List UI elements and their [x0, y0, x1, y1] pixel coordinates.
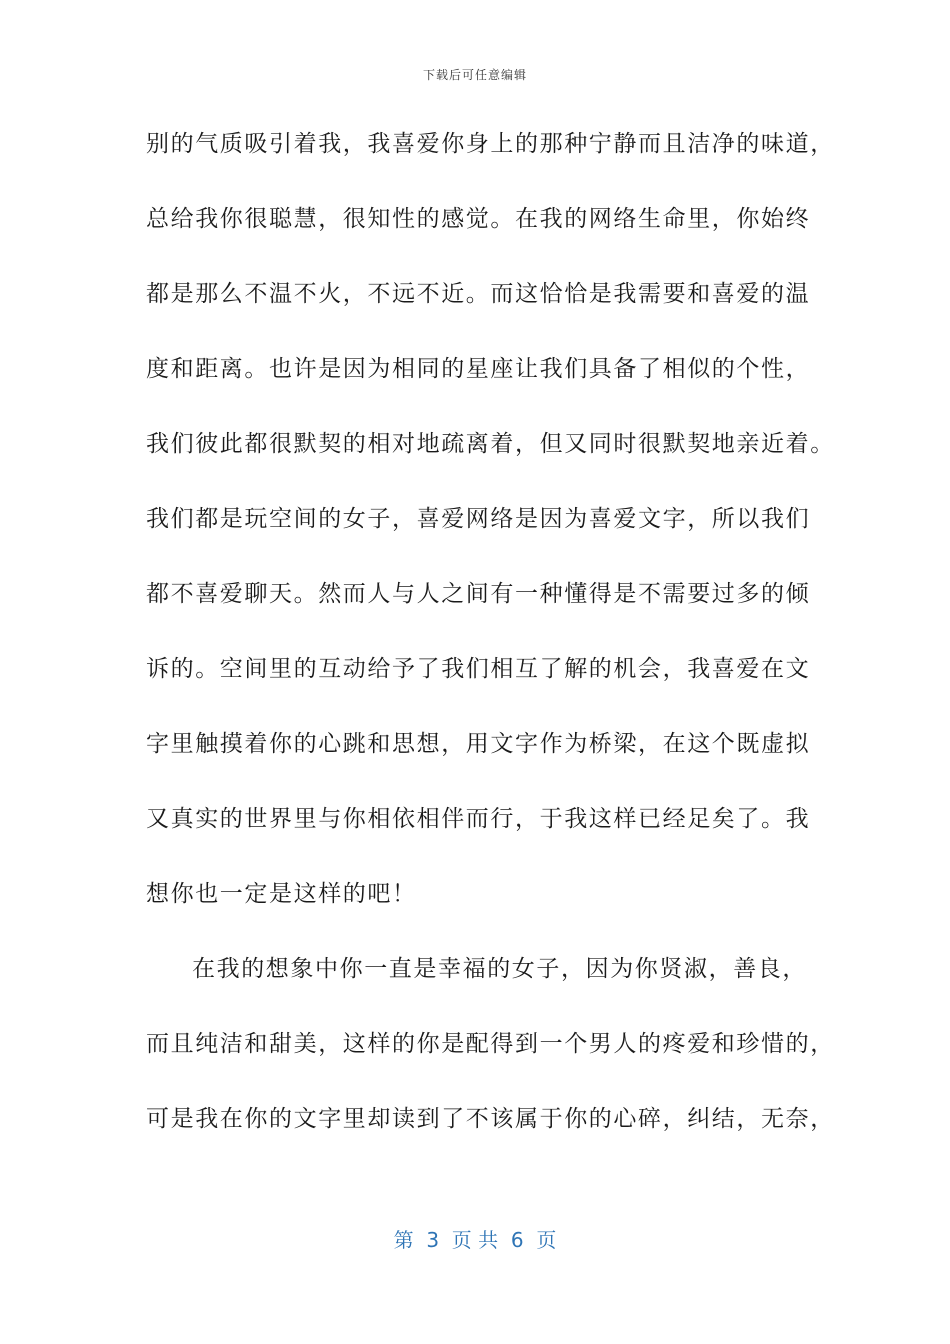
- document-body: [146, 122, 835, 1172]
- page-header: 下载后可任意编辑: [422, 68, 527, 82]
- text-line: 别的气质吸引着我，我喜爱你身上的那种宁静而且洁净的味道，: [146, 131, 835, 157]
- text-line: 度和距离。也许是因为相同的星座让我们具备了相似的个性，: [146, 356, 811, 382]
- text-line: 总给我你很聪慧，很知性的感觉。在我的网络生命里，你始终: [146, 206, 811, 232]
- text-line: 诉的。空间里的互动给予了我们相互了解的机会，我喜爱在文: [146, 656, 811, 682]
- text-line: 可是我在你的文字里却读到了不该属于你的心碎，纠结，无奈，: [146, 1106, 835, 1132]
- text-line: 又真实的世界里与你相依相伴而行，于我这样已经足矣了。我: [146, 806, 811, 832]
- page-number-footer: 第 3 页 共 6 页: [393, 1228, 557, 1252]
- text-line: 我们都是玩空间的女子，喜爱网络是因为喜爱文字，所以我们: [146, 506, 811, 532]
- text-line: 都是那么不温不火，不远不近。而这恰恰是我需要和喜爱的温: [146, 281, 811, 307]
- text-line: 而且纯洁和甜美，这样的你是配得到一个男人的疼爱和珍惜的，: [146, 1031, 835, 1057]
- text-line: 都不喜爱聊天。然而人与人之间有一种懂得是不需要过多的倾: [146, 581, 811, 607]
- text-line: 想你也一定是这样的吧！: [146, 881, 417, 907]
- text-line: 我们彼此都很默契的相对地疏离着，但又同时很默契地亲近着。: [146, 431, 835, 457]
- paragraph-start-line: 在我的想象中你一直是幸福的女子，因为你贤淑，善良，: [192, 956, 807, 982]
- text-line: 字里触摸着你的心跳和思想，用文字作为桥梁，在这个既虚拟: [146, 731, 811, 757]
